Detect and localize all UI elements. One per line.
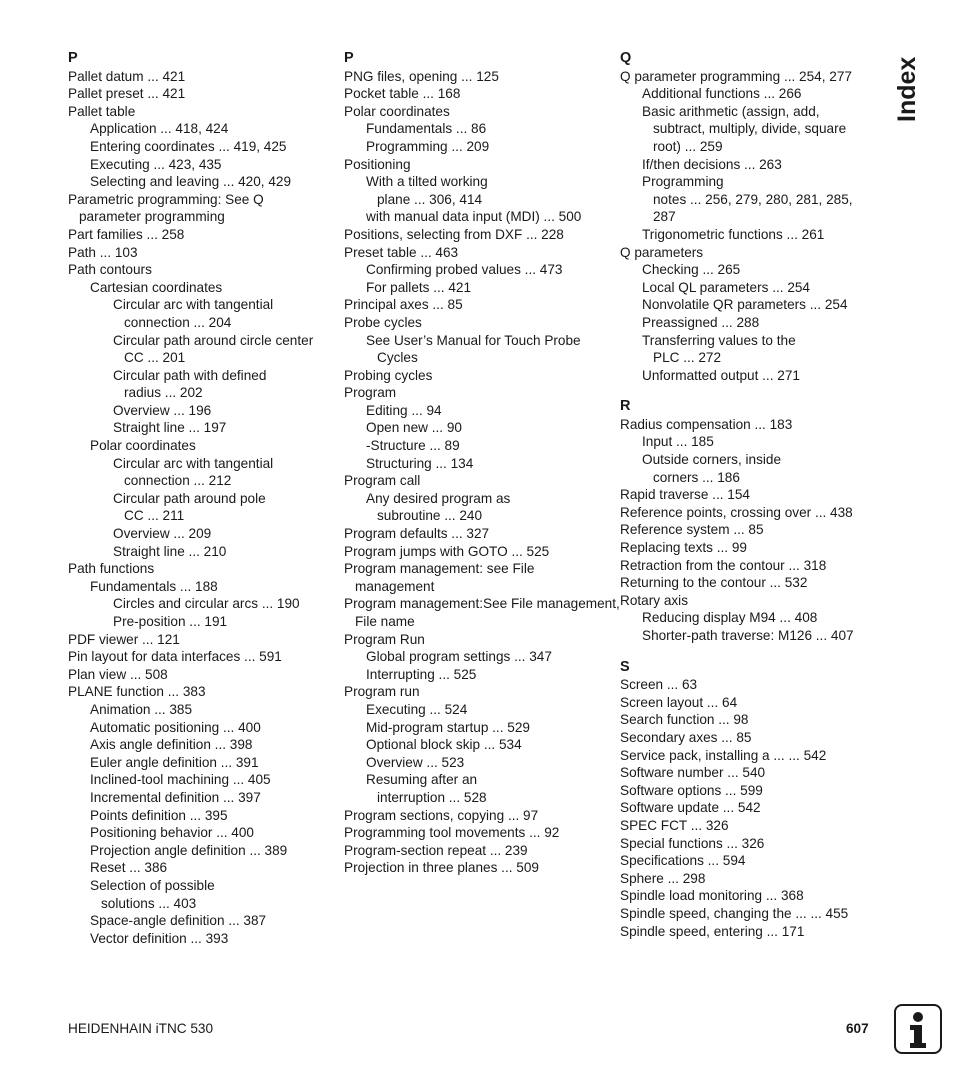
index-subentry: PLC ... 272 — [653, 350, 722, 366]
index-subentry: Interrupting ... 525 — [366, 666, 477, 682]
index-subentry: interruption ... 528 — [377, 789, 487, 805]
index-subentry: Application ... 418, 424 — [90, 121, 229, 137]
index-subentry: Overview ... 209 — [113, 526, 212, 542]
index-subentry: Cartesian coordinates — [90, 279, 223, 295]
index-subentry: Polar coordinates — [90, 438, 196, 454]
index-subentry: Animation ... 385 — [90, 701, 193, 717]
index-subentry: CC ... 211 — [124, 508, 185, 524]
index-entry: Probe cycles — [344, 314, 422, 330]
info-icon-glyph — [896, 1006, 940, 1052]
index-entry: Principal axes ... 85 — [344, 297, 463, 313]
index-entry: SPEC FCT ... 326 — [620, 817, 729, 833]
index-letter-heading: P — [344, 50, 354, 66]
index-subentry: Editing ... 94 — [366, 402, 442, 418]
index-entry: Spindle load monitoring ... 368 — [620, 888, 804, 904]
index-subentry: radius ... 202 — [124, 385, 203, 401]
index-subentry: connection ... 204 — [124, 314, 232, 330]
index-entry: Q parameters — [620, 244, 704, 260]
index-entry: parameter programming — [79, 209, 225, 225]
info-icon — [894, 1004, 942, 1054]
index-subentry: Circles and circular arcs ... 190 — [113, 596, 300, 612]
index-subentry: Euler angle definition ... 391 — [90, 754, 259, 770]
index-subentry: 287 — [653, 209, 676, 225]
index-subentry: Confirming probed values ... 473 — [366, 262, 563, 278]
index-subentry: Automatic positioning ... 400 — [90, 719, 261, 735]
index-subentry: notes ... 256, 279, 280, 281, 285, — [653, 191, 853, 207]
index-entry: PLANE function ... 383 — [68, 684, 206, 700]
index-entry: Sphere ... 298 — [620, 870, 706, 886]
index-entry: Pallet preset ... 421 — [68, 86, 186, 102]
index-subentry: Open new ... 90 — [366, 420, 462, 436]
index-subentry: Selecting and leaving ... 420, 429 — [90, 174, 292, 190]
index-entry: Retraction from the contour ... 318 — [620, 557, 827, 573]
index-subentry: See User’s Manual for Touch Probe — [366, 332, 581, 348]
index-subentry: Circular path around circle center — [113, 332, 314, 348]
index-subentry: Programming — [642, 174, 724, 190]
index-entry: Special functions ... 326 — [620, 835, 765, 851]
index-entry: PDF viewer ... 121 — [68, 631, 180, 647]
index-subentry: With a tilted working — [366, 174, 488, 190]
index-subentry: Additional functions ... 266 — [642, 86, 802, 102]
index-subentry: Nonvolatile QR parameters ... 254 — [642, 297, 848, 313]
index-subentry: Checking ... 265 — [642, 262, 741, 278]
index-subentry: Mid-program startup ... 529 — [366, 719, 530, 735]
index-entry: Reference system ... 85 — [620, 522, 764, 538]
side-title: Index — [893, 56, 921, 122]
index-subentry: Transferring values to the — [642, 332, 796, 348]
index-subentry: Unformatted output ... 271 — [642, 367, 800, 383]
index-column-3 — [620, 50, 870, 940]
index-subentry: Executing ... 524 — [366, 701, 468, 717]
index-subentry: Preassigned ... 288 — [642, 314, 760, 330]
index-subentry: Fundamentals ... 86 — [366, 121, 487, 137]
index-subentry: Outside corners, inside — [642, 452, 782, 468]
index-column-1 — [68, 50, 330, 947]
index-subentry: Programming ... 209 — [366, 138, 490, 154]
index-subentry: Optional block skip ... 534 — [366, 737, 522, 753]
index-entry: Program sections, copying ... 97 — [344, 807, 539, 823]
index-entry: Probing cycles — [344, 367, 433, 383]
index-subentry: Circular path around pole — [113, 490, 266, 506]
index-entry: Projection in three planes ... 509 — [344, 860, 539, 876]
index-subentry: Entering coordinates ... 419, 425 — [90, 138, 287, 154]
index-entry: Preset table ... 463 — [344, 244, 459, 260]
index-entry: Spindle speed, entering ... 171 — [620, 923, 805, 939]
index-subentry: Fundamentals ... 188 — [90, 578, 218, 594]
index-subentry: corners ... 186 — [653, 469, 740, 485]
index-subentry: Straight line ... 210 — [113, 543, 227, 559]
index-subentry: Positioning behavior ... 400 — [90, 825, 254, 841]
index-entry: Software update ... 542 — [620, 800, 761, 816]
index-entry: Spindle speed, changing the ... ... 455 — [620, 905, 849, 921]
index-subentry: Structuring ... 134 — [366, 455, 474, 471]
index-subentry: Cycles — [377, 350, 418, 366]
index-subentry: Resuming after an — [366, 772, 478, 788]
index-subentry: Basic arithmetic (assign, add, — [642, 103, 820, 119]
page-number: 607 — [846, 1021, 869, 1036]
index-entry: Pin layout for data interfaces ... 591 — [68, 649, 282, 665]
index-entry: Pallet datum ... 421 — [68, 68, 186, 84]
index-entry: Polar coordinates — [344, 103, 450, 119]
index-entry: Specifications ... 594 — [620, 853, 746, 869]
index-subentry: solutions ... 403 — [101, 895, 197, 911]
index-entry: Program management: see File — [344, 561, 535, 577]
index-entry: Radius compensation ... 183 — [620, 416, 793, 432]
index-entry: Positions, selecting from DXF ... 228 — [344, 226, 564, 242]
footer-product: HEIDENHAIN iTNC 530 — [68, 1021, 214, 1036]
index-subentry: connection ... 212 — [124, 473, 232, 489]
index-entry: Returning to the contour ... 532 — [620, 575, 808, 591]
index-subentry: If/then decisions ... 263 — [642, 156, 782, 172]
index-subentry: For pallets ... 421 — [366, 279, 472, 295]
index-entry: File name — [355, 614, 415, 629]
index-entry: Path functions — [68, 561, 155, 577]
index-letter-heading: Q — [620, 50, 632, 66]
index-entry: Path ... 103 — [68, 244, 138, 260]
index-entry: Rapid traverse ... 154 — [620, 487, 750, 503]
index-subentry: -Structure ... 89 — [366, 438, 460, 454]
index-entry: Pocket table ... 168 — [344, 86, 461, 102]
index-letter-heading: P — [68, 50, 78, 66]
index-subentry: plane ... 306, 414 — [377, 191, 483, 207]
index-entry: Program Run — [344, 631, 425, 647]
index-subentry: Reducing display M94 ... 408 — [642, 610, 818, 626]
index-entry: Replacing texts ... 99 — [620, 540, 747, 556]
index-entry: PNG files, opening ... 125 — [344, 68, 499, 84]
index-entry: Program-section repeat ... 239 — [344, 842, 528, 858]
index-subentry: CC ... 201 — [124, 350, 186, 366]
index-entry: Program defaults ... 327 — [344, 526, 490, 542]
index-subentry: Input ... 185 — [642, 434, 714, 450]
index-entry: Part families ... 258 — [68, 226, 185, 242]
index-subentry: Pre-position ... 191 — [113, 614, 228, 629]
index-subentry: Local QL parameters ... 254 — [642, 279, 810, 295]
index-entry: Search function ... 98 — [620, 712, 749, 728]
index-subentry: Vector definition ... 393 — [90, 930, 229, 946]
index-subentry: Shorter-path traverse: M126 ... 407 — [642, 628, 854, 643]
index-entry: Service pack, installing a ... ... 542 — [620, 747, 827, 763]
index-entry: Program jumps with GOTO ... 525 — [344, 543, 550, 559]
index-subentry: root) ... 259 — [653, 138, 723, 154]
index-subentry: Reset ... 386 — [90, 860, 168, 876]
index-subentry: Global program settings ... 347 — [366, 649, 552, 665]
index-subentry: Projection angle definition ... 389 — [90, 842, 288, 858]
index-subentry: Circular arc with tangential — [113, 297, 274, 313]
index-subentry: Straight line ... 197 — [113, 420, 227, 436]
index-subentry: Points definition ... 395 — [90, 807, 228, 823]
index-subentry: Selection of possible — [90, 877, 215, 893]
index-subentry: Space-angle definition ... 387 — [90, 913, 267, 929]
index-entry: Program — [344, 385, 397, 401]
index-subentry: Circular path with defined — [113, 367, 267, 383]
index-subentry: Trigonometric functions ... 261 — [642, 226, 825, 242]
index-subentry: Overview ... 523 — [366, 754, 465, 770]
index-entry: Plan view ... 508 — [68, 666, 168, 682]
index-column-2 — [344, 50, 620, 877]
index-subentry: Overview ... 196 — [113, 402, 212, 418]
index-entry: Q parameter programming ... 254, 277 — [620, 68, 852, 84]
index-entry: Software number ... 540 — [620, 765, 766, 781]
index-subentry: Any desired program as — [366, 490, 511, 506]
index-subentry: Inclined-tool machining ... 405 — [90, 772, 271, 788]
index-entry: management — [355, 578, 435, 594]
index-subentry: subtract, multiply, divide, square — [653, 121, 847, 137]
index-entry: Reference points, crossing over ... 438 — [620, 504, 853, 520]
index-subentry: Executing ... 423, 435 — [90, 156, 222, 172]
index-subentry: subroutine ... 240 — [377, 508, 483, 524]
index-entry: Secondary axes ... 85 — [620, 729, 752, 745]
index-subentry: Incremental definition ... 397 — [90, 789, 261, 805]
index-subentry: with manual data input (MDI) ... 500 — [366, 209, 582, 225]
index-entry: Screen ... 63 — [620, 677, 698, 693]
index-subentry: Axis angle definition ... 398 — [90, 737, 253, 753]
index-entry: Rotary axis — [620, 592, 688, 608]
index-entry: Path contours — [68, 262, 152, 278]
index-subentry: Circular arc with tangential — [113, 455, 274, 471]
index-entry: Program run — [344, 684, 420, 700]
index-entry: Program management:See File management, — [344, 596, 620, 612]
index-entry: Pallet table — [68, 103, 136, 119]
index-entry: Programming tool movements ... 92 — [344, 825, 560, 841]
index-entry: Screen layout ... 64 — [620, 694, 738, 710]
index-letter-heading: R — [620, 398, 631, 415]
index-entry: Software options ... 599 — [620, 782, 763, 798]
index-entry: Program call — [344, 473, 421, 489]
index-letter-heading: S — [620, 658, 630, 675]
index-entry: Parametric programming: See Q — [68, 191, 264, 207]
index-entry: Positioning — [344, 156, 411, 172]
